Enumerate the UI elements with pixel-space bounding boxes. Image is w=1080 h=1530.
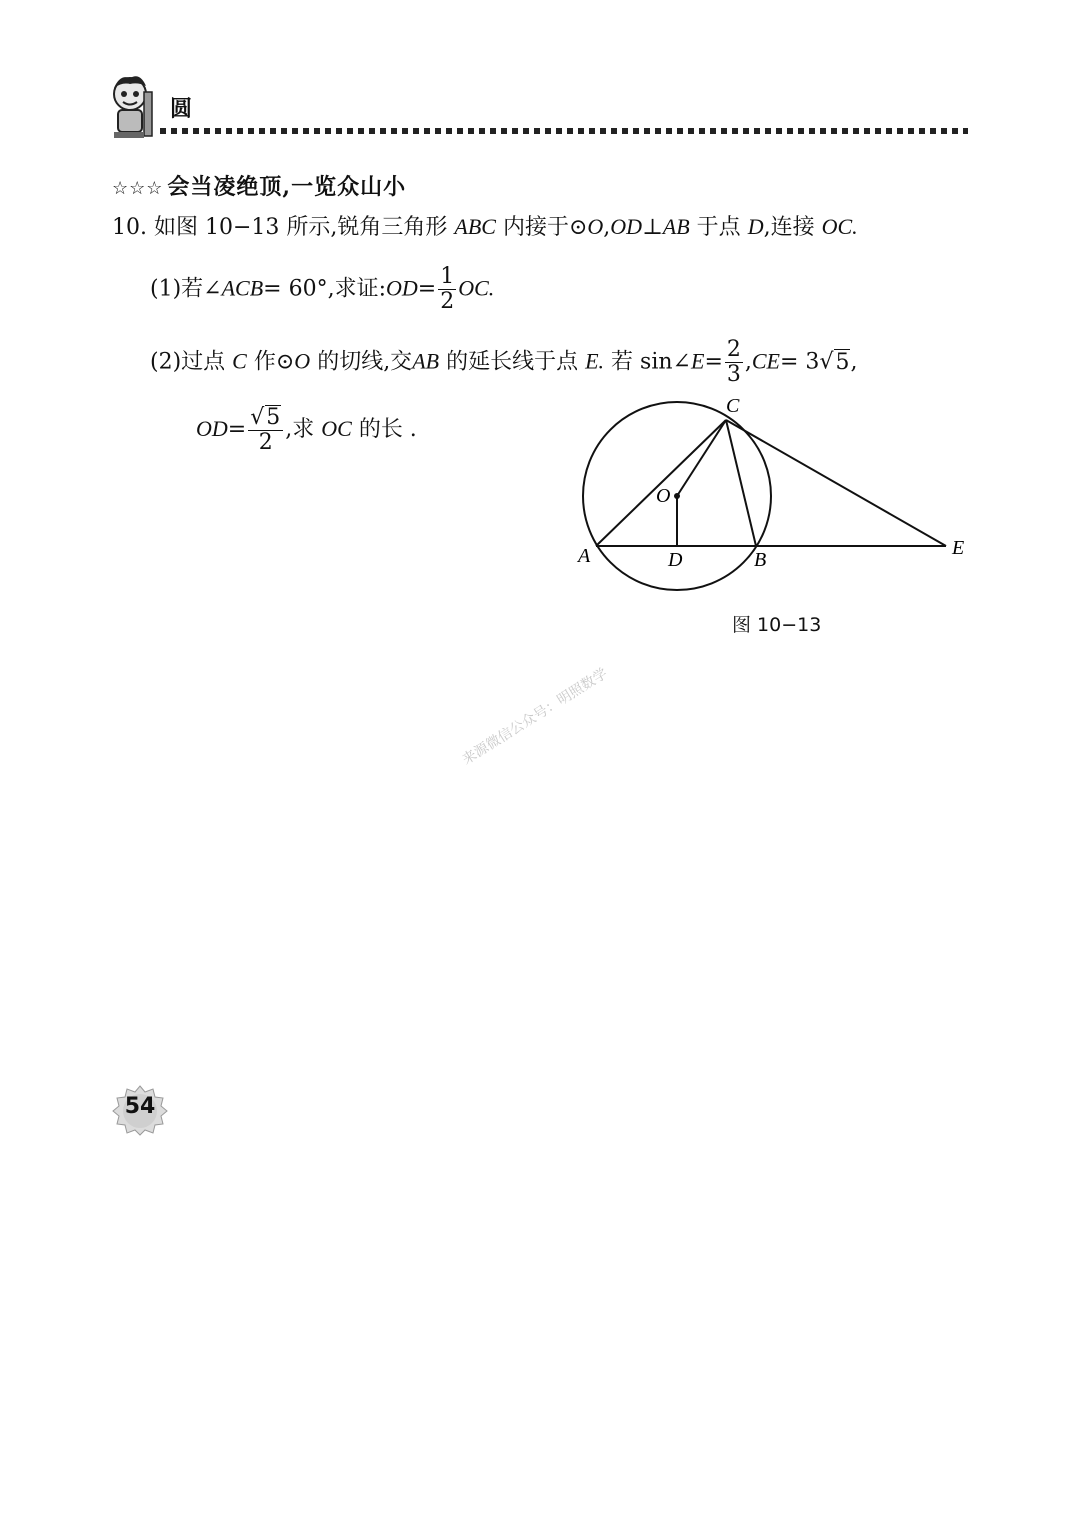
chapter-title: 圆 bbox=[170, 96, 193, 122]
page-number: 54 bbox=[124, 1094, 156, 1119]
segment-oc bbox=[677, 420, 726, 496]
stem-text: ,连接 bbox=[763, 215, 815, 240]
segment-label: OC bbox=[321, 416, 352, 442]
segment-ac bbox=[596, 420, 726, 546]
part-text: = 60°,求证: bbox=[263, 276, 386, 302]
fraction bbox=[438, 265, 456, 314]
difficulty-stars: ☆☆☆ bbox=[112, 178, 164, 199]
mascot-icon bbox=[104, 72, 160, 140]
fraction-numerator bbox=[248, 405, 283, 431]
part-text: , bbox=[850, 349, 858, 375]
perp-symbol: ⊥ bbox=[642, 215, 663, 240]
label-b: B bbox=[754, 549, 767, 571]
segment-label: OD bbox=[196, 416, 228, 442]
part-text: 的延长线于点 bbox=[446, 349, 579, 375]
part-text: 作⊙ bbox=[253, 349, 295, 375]
label-c: C bbox=[726, 395, 740, 417]
point-label: E. bbox=[585, 348, 605, 374]
fraction-denominator: 2 bbox=[258, 430, 273, 456]
problem-stem bbox=[112, 210, 858, 241]
segment-label: AB bbox=[662, 214, 690, 239]
segment-label: CE bbox=[751, 348, 780, 374]
part-2: (2)过点 C 作⊙O 的切线,交AB 的延长线于点 E. 若 sin∠E= $\frac{2}{3}$ ,CE= 3√5, bbox=[150, 337, 858, 388]
segment-label: OC. bbox=[458, 275, 495, 301]
circle-label: O bbox=[587, 214, 604, 239]
stem-text: 如图 10−13 所示,锐角三角形 bbox=[154, 215, 448, 240]
fraction-denominator: 3 bbox=[726, 362, 741, 388]
segment-label: AB bbox=[412, 348, 440, 374]
tangent-ce bbox=[726, 420, 946, 546]
fraction-denominator: 2 bbox=[440, 289, 455, 315]
part-label: (1)若∠ bbox=[150, 276, 222, 302]
given-text: 的长 . bbox=[358, 417, 417, 443]
angle-label: E bbox=[690, 348, 705, 374]
angle-label: ACB bbox=[221, 275, 264, 301]
part-text: 若 sin∠ bbox=[611, 349, 691, 375]
figure-caption: 图 10−13 bbox=[732, 614, 822, 636]
segment-label: OD bbox=[610, 214, 643, 239]
equals-sign: = bbox=[227, 417, 247, 443]
fraction-numerator: 1 bbox=[440, 264, 455, 289]
part-label: (2)过点 bbox=[150, 349, 226, 375]
sqrt-symbol: √ bbox=[250, 405, 265, 430]
segment-label: OD bbox=[386, 275, 418, 301]
section-heading bbox=[112, 170, 406, 201]
fraction-numerator: 2 bbox=[726, 337, 741, 362]
sqrt-radicand: 5 bbox=[266, 405, 281, 430]
equals-sign: = bbox=[704, 349, 723, 375]
stem-text: 内接于⊙ bbox=[502, 215, 588, 240]
fraction bbox=[248, 405, 283, 455]
point-label: D bbox=[747, 214, 764, 239]
watermark: 来源微信公众号：明照数学 bbox=[459, 665, 611, 769]
label-e: E bbox=[952, 537, 965, 559]
part-text: = 3 bbox=[780, 349, 820, 375]
label-a: A bbox=[578, 545, 591, 567]
circle-label: O bbox=[294, 348, 311, 374]
sqrt-radicand: 5 bbox=[835, 349, 850, 375]
given-text: ,求 bbox=[285, 417, 315, 443]
center-point bbox=[674, 493, 680, 499]
stem-text: , bbox=[603, 215, 611, 240]
stem-text: 于点 bbox=[696, 215, 741, 240]
part-text: , bbox=[744, 349, 752, 375]
equals-sign: = bbox=[417, 276, 437, 302]
given-condition bbox=[196, 405, 417, 455]
header-divider bbox=[160, 126, 968, 136]
label-d: D bbox=[668, 549, 683, 571]
geometry-figure bbox=[560, 392, 980, 597]
point-label: C bbox=[232, 348, 247, 374]
segment-label: OC. bbox=[821, 214, 858, 239]
part-1 bbox=[150, 265, 494, 314]
part-text: 的切线,交 bbox=[317, 349, 413, 375]
label-o: O bbox=[656, 485, 671, 507]
section-title: 会当凌绝顶,一览众山小 bbox=[167, 174, 407, 200]
triangle-label: ABC bbox=[454, 214, 496, 239]
fraction bbox=[725, 338, 743, 387]
problem-number: 10. bbox=[112, 215, 147, 240]
